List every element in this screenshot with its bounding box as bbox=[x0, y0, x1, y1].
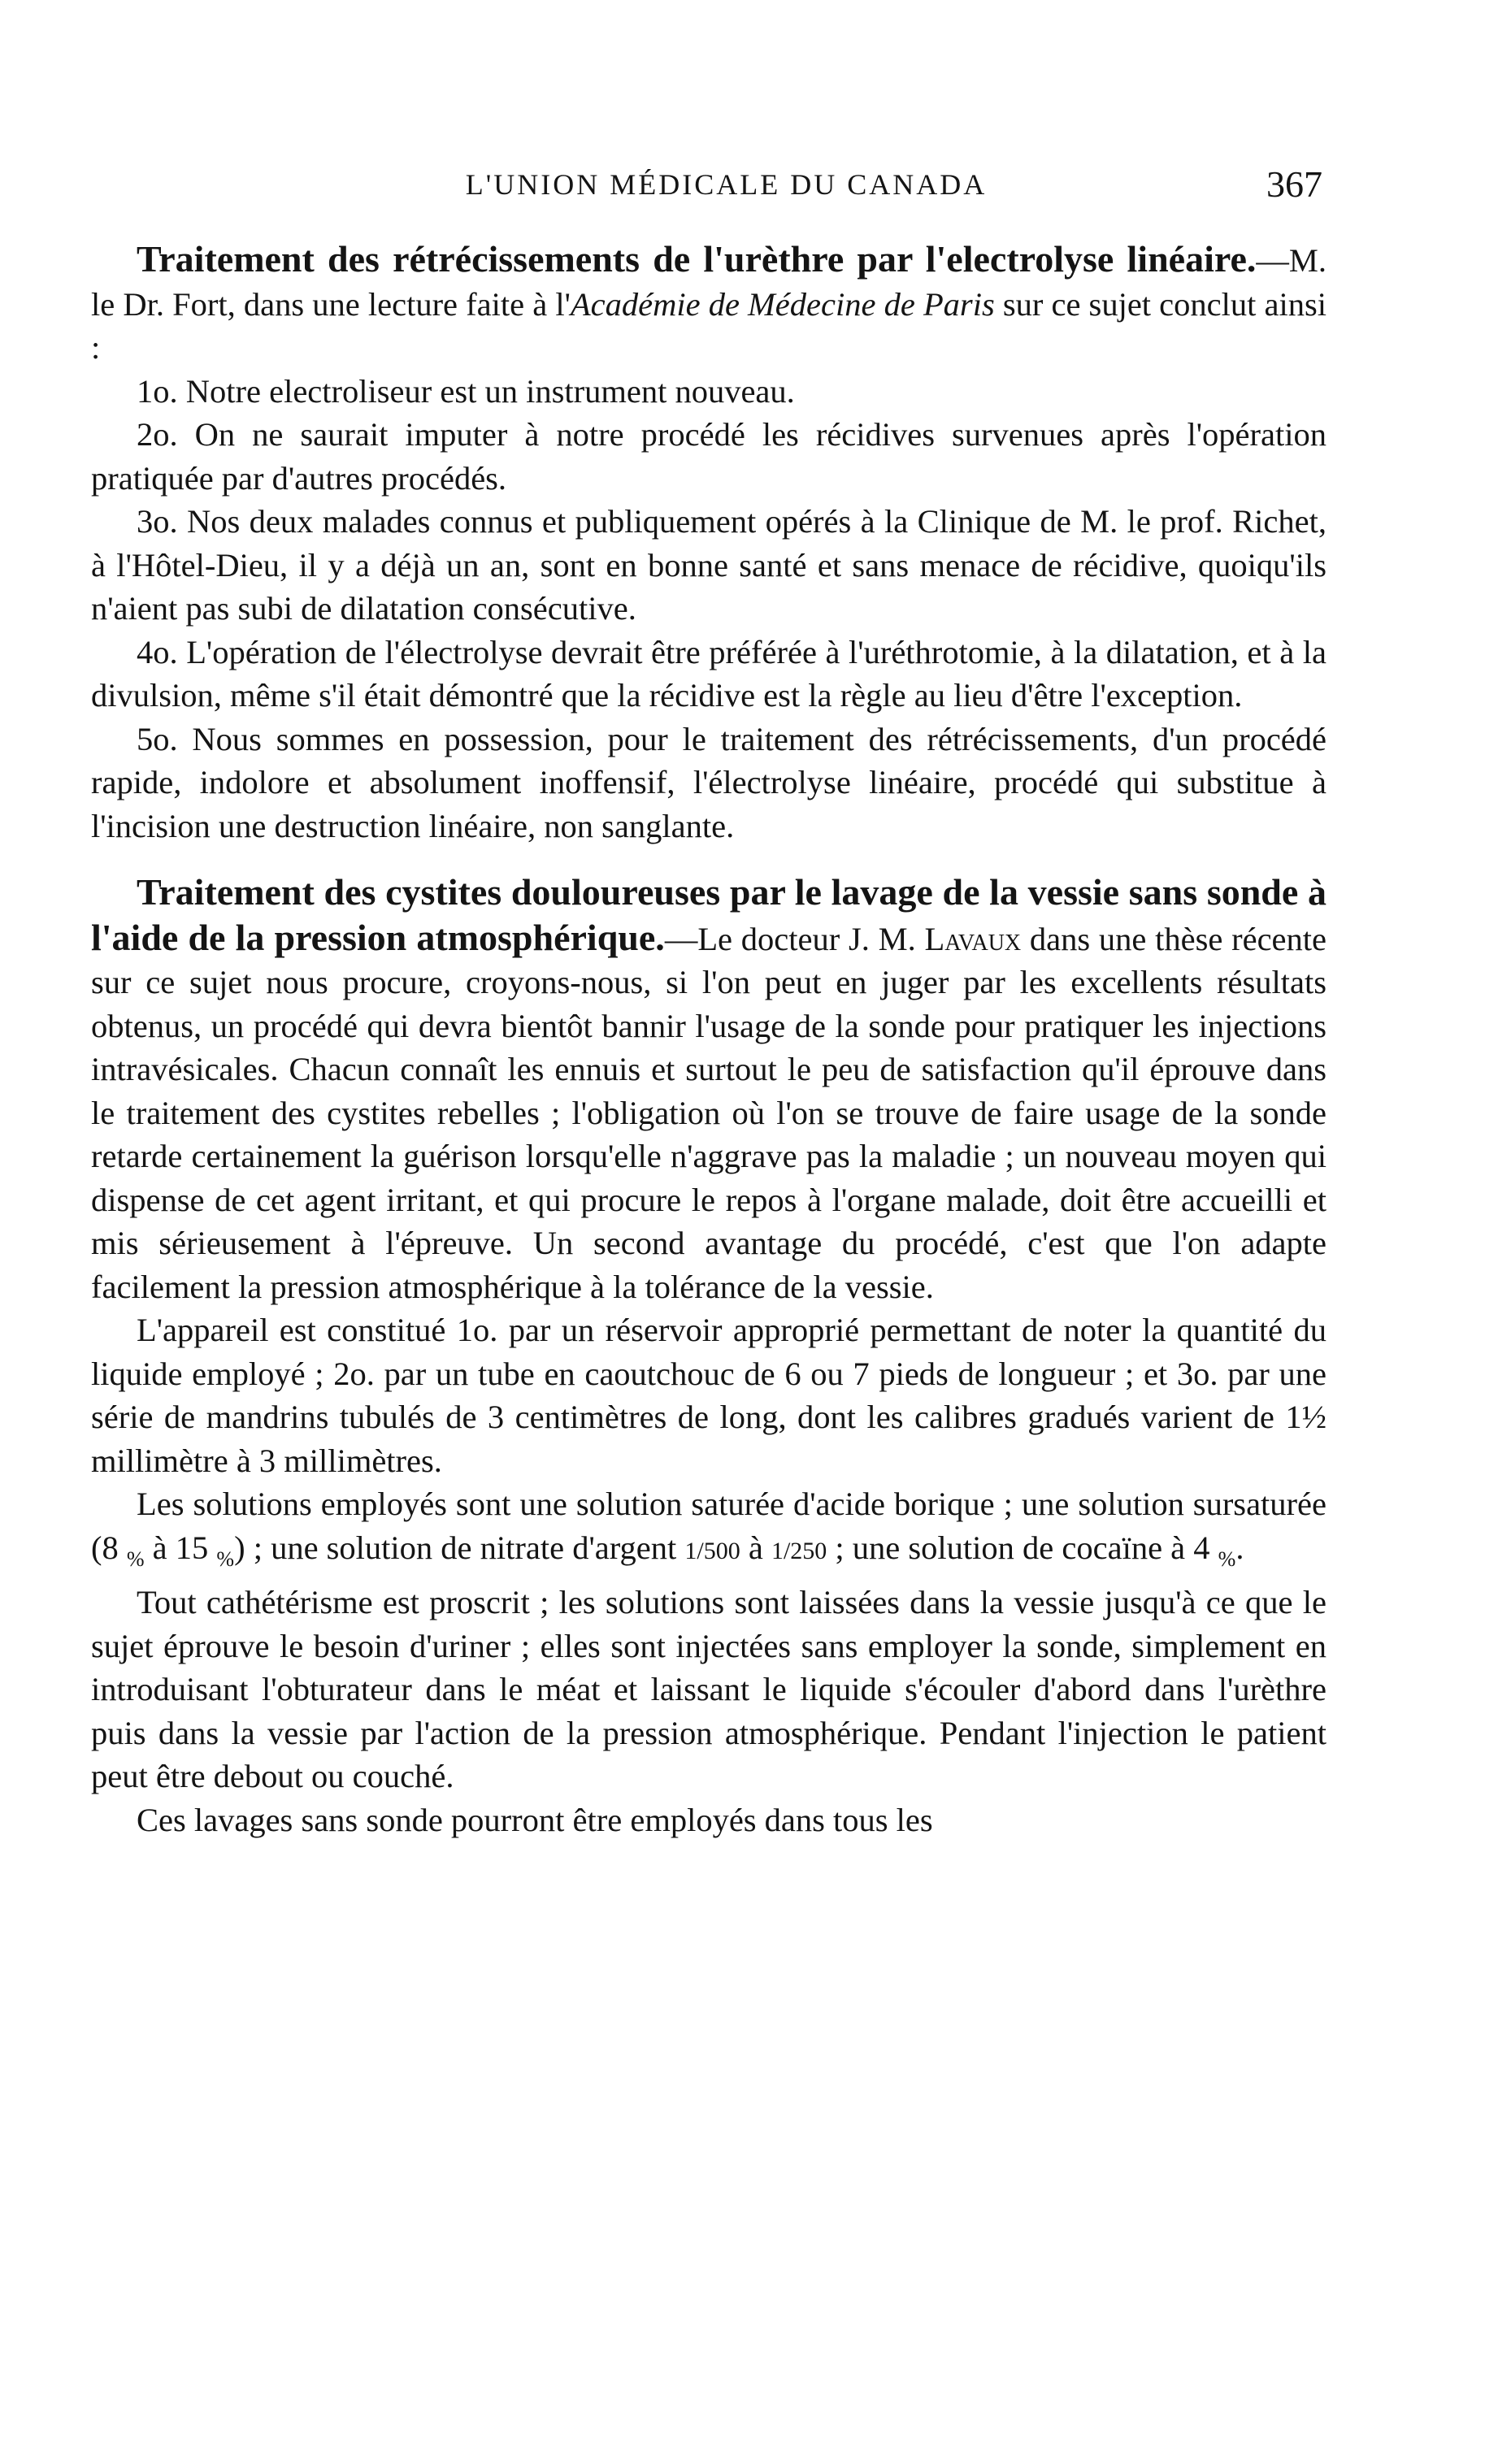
article-cystitis-p5: Ces lavages sans sonde pourront être employés dans tous les bbox=[137, 1801, 933, 1838]
article-urethra-intro bbox=[91, 237, 1327, 370]
academie-name: Académie de Médecine de Paris bbox=[570, 285, 995, 323]
article-cystitis-p4: Tout cathétérisme est proscrit ; les solutions sont laissées dans la vessie jusqu'à ce que le sujet éprouve le besoin d'uriner ; elles sont injectées sans employer la sonde, simplement en introduisant l'obturateur dans le méat et laissant le liquide s'écouler d'abord dans l'urèthre puis dans la vessie par l'action de la pression atmosphérique. Pendant l'injection le patient peut être debout ou couché. bbox=[91, 1584, 1327, 1795]
author-name: Lavaux bbox=[924, 920, 1022, 957]
article-cystitis-p3 bbox=[91, 1482, 1327, 1581]
article-urethra-title: Traitement des rétrécissements de l'urèthre par l'electrolyse linéaire. bbox=[137, 238, 1257, 280]
percent-sign-2: % bbox=[216, 1547, 235, 1571]
solutions-text-d: à bbox=[740, 1529, 771, 1566]
article-urethra-intro-a: —M. le Dr. Fort, dans une lecture faite à l' bbox=[91, 242, 1327, 323]
apparatus-text: L'appareil est constitué 1o. par un réservoir approprié permettant de noter la quantité du liquide employé ; 2o. par un tube en caoutchouc de 6 ou 7 pieds de longueur ; et 3o. par une série de mandrins tubulés de 3 centimètres de long, dont les calibres gradués varient de bbox=[91, 1312, 1327, 1435]
article-urethra-intro-b: sur ce sujet conclut ainsi : bbox=[91, 285, 1327, 366]
solutions-text-f: . bbox=[1235, 1529, 1244, 1566]
apparatus-text-end: millimètre à 3 millimètres. bbox=[91, 1442, 442, 1479]
article-cystitis-p1 bbox=[91, 870, 1327, 1308]
page-header bbox=[130, 163, 1322, 219]
conclusion-item-3: 3o. Nos deux malades connus et publiquement opérés à la Clinique de M. le prof. Richet, à l'Hôtel-Dieu, il y a déjà un an, sont en bonne santé et sans menace de récidive, quoiqu'ils n'aient pas subi de dilatation consécutive. bbox=[91, 503, 1327, 627]
conclusion-item-2: 2o. On ne saurait imputer à notre procédé les récidives survenues après l'opération pratiquée par d'autres procédés. bbox=[91, 416, 1327, 497]
article-cystitis-p2 bbox=[91, 1308, 1327, 1482]
article-cystitis bbox=[91, 870, 1327, 1841]
conclusion-item-4: 4o. L'opération de l'électrolyse devrait être préférée à l'uréthrotomie, à la dilatation, et à la divulsion, même s'il était démontré que la récidive est la règle au lieu d'être l'exception. bbox=[91, 633, 1327, 714]
body-text bbox=[91, 237, 1327, 1841]
article-urethra bbox=[91, 237, 1327, 848]
solutions-text-b: à 15 bbox=[144, 1529, 217, 1566]
article-cystitis-title: Traitement des cystites douloureuses par le lavage de la vessie sans sonde à l'aide de la pression atmosphérique. bbox=[91, 871, 1327, 958]
page-number: 367 bbox=[1266, 163, 1322, 205]
silver-fraction-2: 1/250 bbox=[771, 1537, 827, 1564]
conclusion-item-5: 5o. Nous sommes en possession, pour le traitement des rétrécissements, d'un procédé rapide, indolore et absolument inoffensif, l'électrolyse linéaire, procédé qui substitue à l'incision une destruction linéaire, non sanglante. bbox=[91, 720, 1327, 844]
solutions-text-a: Les solutions employés sont une solution saturée d'acide borique ; une solution sursaturée (8 bbox=[91, 1486, 1327, 1566]
percent-sign-1: % bbox=[126, 1547, 145, 1571]
silver-fraction-1: 1/500 bbox=[684, 1537, 740, 1564]
running-title: L'UNION MÉDICALE DU CANADA bbox=[465, 168, 988, 201]
solutions-text-c: ) ; une solution de nitrate d'argent bbox=[234, 1529, 685, 1566]
article-cystitis-p1-a: —Le docteur J. M. bbox=[664, 920, 925, 957]
calibre-fraction: 1½ bbox=[1285, 1399, 1327, 1435]
percent-sign-3: % bbox=[1218, 1547, 1236, 1571]
article-cystitis-p1-b: dans une thèse récente sur ce sujet nous procure, croyons-nous, si l'on peut en juger par les excellents résultats obtenus, un procédé qui devra bientôt bannir l'usage de la sonde pour pratiquer les injections intravésicales. Chacun connaît les ennuis et surtout le peu de satisfaction qu'il éprouve dans le traitement des cystites rebelles ; l'obligation où l'on se trouve de faire usage de la sonde retarde certainement la guérison lorsqu'elle n'aggrave pas la maladie ; un nouveau moyen qui dispense de cet agent irritant, et qui procure le repos à l'organe malade, doit être accueilli et mis sérieusement à l'épreuve. Un second avantage du procédé, c'est que l'on adapte facilement la pression atmosphérique à la tolérance de la vessie. bbox=[91, 920, 1327, 1305]
conclusion-item-1: 1o. Notre electroliseur est un instrument nouveau. bbox=[137, 372, 795, 410]
solutions-text-e: ; une solution de cocaïne à 4 bbox=[827, 1529, 1218, 1566]
